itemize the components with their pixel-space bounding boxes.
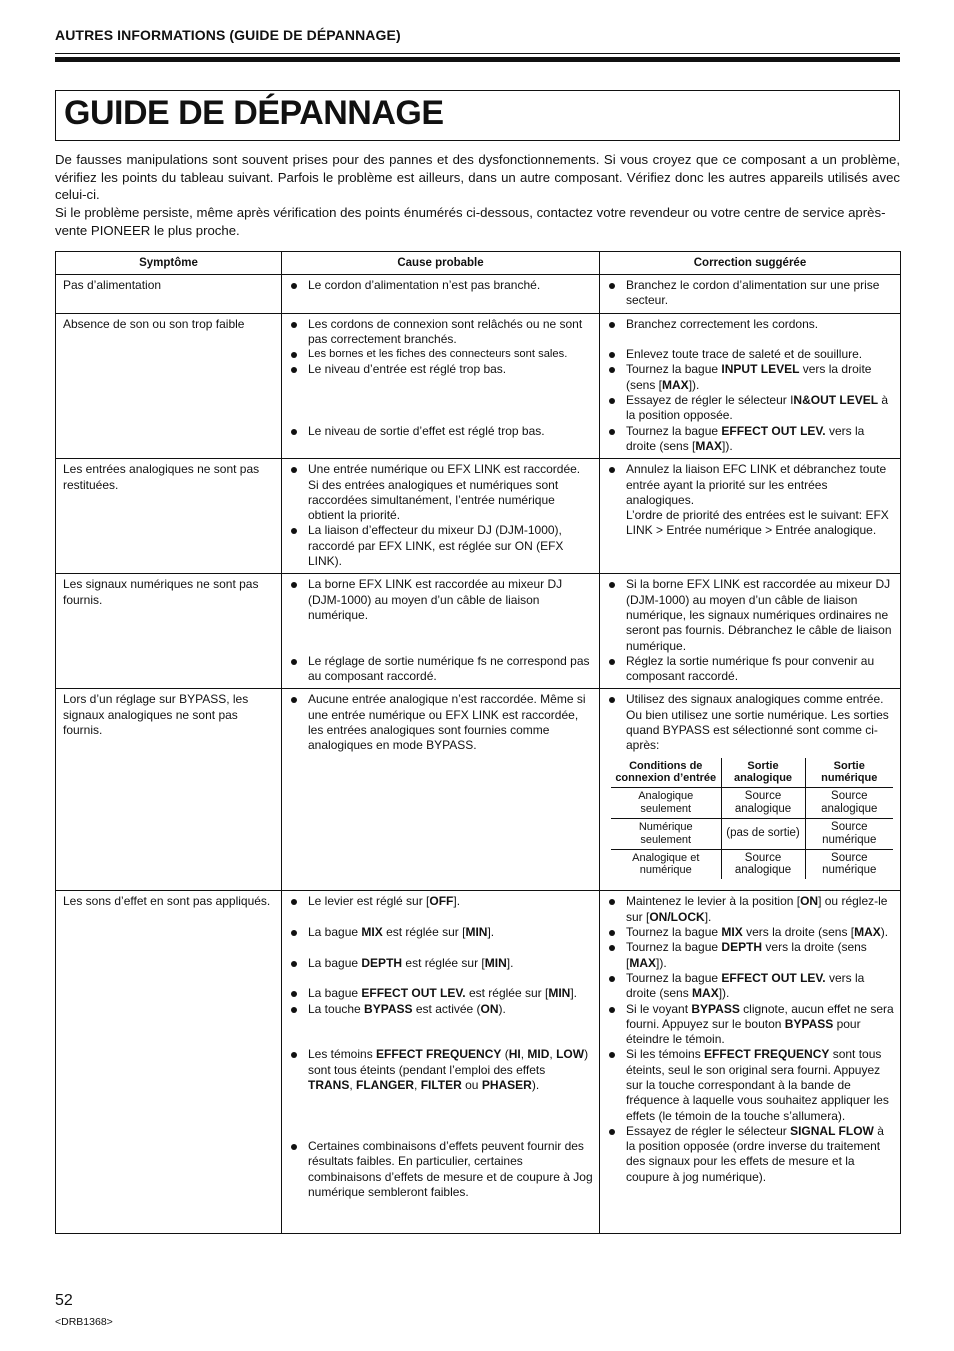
header-correction: Correction suggérée	[600, 252, 901, 275]
correction-item: Si le voyant BYPASS clignote, aucun effet ne sera fourni. Appuyez sur le bouton BYPASS pour éteindre le témoin.	[608, 1002, 894, 1048]
table-row	[56, 275, 901, 314]
cause-item: Certaines combinaisons d’effets peuvent fournir des résultats faibles. En particulier, certaines combinaisons d’effets de mesure et de coupure à Jog numérique sembleront faibles.	[290, 1139, 593, 1200]
symptom-cell: Les entrées analogiques ne sont pas restituées.	[56, 459, 282, 574]
header-rule-thin	[55, 53, 900, 54]
bypass-cell: Source analogique	[721, 787, 805, 818]
correction-item: Si la borne EFX LINK est raccordée au mixeur DJ (DJM-1000) au moyen d’un câble de liaison numérique, les signaux numériques ordinaires ne seront pas fournis. Débranchez le câble de liaison numérique.	[608, 577, 894, 653]
cause-item: Les témoins EFFECT FREQUENCY (HI, MID, LOW) sont tous éteints (pendant l’emploi des effets TRANS, FLANGER, FILTER ou PHASER).	[290, 1047, 593, 1093]
bypass-output-table	[611, 758, 893, 879]
cause-item: Le niveau d’entrée est réglé trop bas.	[290, 362, 593, 377]
correction-item: Branchez le cordon d’alimentation sur une prise secteur.	[608, 278, 894, 309]
correction-item: Tournez la bague EFFECT OUT LEV. vers la droite (sens MAX]).	[608, 971, 894, 1002]
correction-cell	[600, 891, 901, 1234]
intro-paragraph-1: De fausses manipulations sont souvent prises pour des pannes et des dysfonctionnements. Si vous croyez que ce composant a un problème, vérifiez les points du tableau suivant. Parfois le problème est ailleurs, dans un autre composant. Vérifiez donc les autres appareils utilisés avec celui-ci.	[55, 152, 900, 203]
section-header: AUTRES INFORMATIONS (GUIDE DE DÉPANNAGE)	[55, 27, 401, 43]
header-symptom: Symptôme	[56, 252, 282, 275]
table-row	[56, 313, 901, 459]
bypass-cell: Source analogique	[805, 787, 893, 818]
table-row	[56, 459, 901, 574]
table-row	[56, 891, 901, 1234]
correction-item: Annulez la liaison EFC LINK et débranchez toute entrée ayant la priorité sur les entrées analogiques.	[608, 462, 894, 508]
bypass-cell: (pas de sortie)	[721, 818, 805, 849]
cause-item: La bague DEPTH est réglée sur [MIN].	[290, 956, 593, 971]
correction-item: Tournez la bague EFFECT OUT LEV. vers la droite (sens [MAX]).	[608, 424, 894, 455]
table-header-row	[56, 252, 901, 275]
bypass-header-digital: Sortie numérique	[805, 758, 893, 788]
symptom-cell: Absence de son ou son trop faible	[56, 313, 282, 459]
cause-cell	[282, 459, 600, 574]
correction-item: Utilisez des signaux analogiques comme entrée. Ou bien utilisez une sortie numérique. Les sorties quand BYPASS est sélectionné sont comme ci-après:	[608, 692, 894, 753]
document-code: <DRB1368>	[55, 1316, 113, 1328]
cause-item: La touche BYPASS est activée (ON).	[290, 1002, 593, 1017]
correction-item: Essayez de régler le sélecteur IN&OUT LEVEL à la position opposée.	[608, 393, 894, 424]
correction-item: Tournez la bague INPUT LEVEL vers la droite (sens [MAX]).	[608, 362, 894, 393]
cause-item: Aucune entrée analogique n’est raccordée. Même si une entrée numérique ou EFX LINK est raccordée, les entrées analogiques sont fournies comme analogiques en mode BYPASS.	[290, 692, 593, 753]
correction-item: Si les témoins EFFECT FREQUENCY sont tous éteints, seul le son original sera fourni. Appuyez sur la touche correspondant à la bande de fréquence à laquelle vous souhaitez appliquer les effets (le témoin de la touche s’allumera).	[608, 1047, 894, 1123]
spacer	[290, 940, 593, 955]
cause-item: La liaison d’effecteur du mixeur DJ (DJM-1000), raccordé par EFX LINK, est réglée sur ON (EFX LINK).	[290, 523, 593, 569]
bypass-header-row	[611, 758, 893, 788]
cause-item: Le niveau de sortie d’effet est réglé trop bas.	[290, 424, 593, 439]
correction-cell	[600, 689, 901, 891]
cause-item: Les cordons de connexion sont relâchés ou ne sont pas correctement branchés.	[290, 317, 593, 348]
spacer	[290, 910, 593, 925]
intro-text	[55, 151, 900, 240]
troubleshooting-table	[55, 251, 901, 1234]
bypass-row	[611, 849, 893, 879]
table-row	[56, 689, 901, 891]
cause-cell	[282, 891, 600, 1234]
bypass-cell: Source numérique	[805, 849, 893, 879]
spacer	[608, 332, 894, 347]
bypass-header-analog: Sortie analogique	[721, 758, 805, 788]
bypass-cell: Source analogique	[721, 849, 805, 879]
spacer	[290, 378, 593, 424]
title-box	[55, 90, 900, 141]
bypass-header-conditions: Conditions de connexion d’entrée	[611, 758, 721, 788]
spacer	[290, 1017, 593, 1048]
correction-item: Maintenez le levier à la position [ON] ou réglez-le sur [ON/LOCK].	[608, 894, 894, 925]
bypass-row	[611, 818, 893, 849]
correction-cell	[600, 275, 901, 314]
correction-item: Enlevez toute trace de saleté et de souillure.	[608, 347, 894, 362]
correction-cell	[600, 313, 901, 459]
correction-item: Tournez la bague MIX vers la droite (sens [MAX).	[608, 925, 894, 940]
correction-item: Essayez de régler le sélecteur SIGNAL FLOW à la position opposée (ordre inverse du traitement des signaux pour les effets de mesure et la coupure à jog numérique).	[608, 1124, 894, 1185]
page-number: 52	[55, 1292, 73, 1309]
cause-item: Le levier est réglé sur [OFF].	[290, 894, 593, 909]
correction-item-continued: L’ordre de priorité des entrées est le suivant: EFX LINK > Entrée numérique > Entrée analogique.	[626, 508, 889, 538]
correction-cell	[600, 574, 901, 689]
symptom-cell: Les signaux numériques ne sont pas fournis.	[56, 574, 282, 689]
correction-item: Réglez la sortie numérique fs pour convenir au composant raccordé.	[608, 654, 894, 685]
cause-cell	[282, 689, 600, 891]
table-row	[56, 574, 901, 689]
cause-item: La bague EFFECT OUT LEV. est réglée sur [MIN].	[290, 986, 593, 1001]
cause-item: Les bornes et les fiches des connecteurs sont sales.	[290, 347, 593, 362]
cause-item: Le réglage de sortie numérique fs ne correspond pas au composant raccordé.	[290, 654, 593, 685]
symptom-cell: Lors d’un réglage sur BYPASS, les signaux analogiques ne sont pas fournis.	[56, 689, 282, 891]
cause-item: La borne EFX LINK est raccordée au mixeur DJ (DJM-1000) au moyen d’un câble de liaison numérique.	[290, 577, 593, 623]
cause-cell	[282, 574, 600, 689]
symptom-cell: Pas d’alimentation	[56, 275, 282, 314]
correction-item: Branchez correctement les cordons.	[608, 317, 894, 332]
spacer	[290, 623, 593, 654]
cause-item: Une entrée numérique ou EFX LINK est raccordée. Si des entrées analogiques et numériques sont raccordées simultanément, l’entrée numérique obtient la priorité.	[290, 462, 593, 523]
spacer	[290, 971, 593, 986]
correction-cell	[600, 459, 901, 574]
spacer	[290, 1093, 593, 1139]
cause-item: Le cordon d’alimentation n’est pas branché.	[290, 278, 593, 293]
bypass-cell: Analogique et numérique	[632, 851, 700, 877]
page-title: GUIDE DE DÉPANNAGE	[64, 94, 444, 132]
correction-item: Tournez la bague DEPTH vers la droite (sens [MAX]).	[608, 940, 894, 971]
intro-paragraph-2: Si le problème persiste, même après vérification des points énumérés ci-dessous, contactez votre revendeur ou votre centre de service après-vente PIONEER le plus proche.	[55, 205, 886, 238]
bypass-cell: Numérique seulement	[611, 818, 721, 849]
header-rule-thick	[55, 57, 900, 62]
symptom-cell: Les sons d’effet en sont pas appliqués.	[56, 891, 282, 1234]
header-cause: Cause probable	[282, 252, 600, 275]
cause-item: La bague MIX est réglée sur [MIN].	[290, 925, 593, 940]
bypass-cell: Analogique seulement	[611, 787, 721, 818]
cause-cell	[282, 275, 600, 314]
cause-cell	[282, 313, 600, 459]
bypass-cell: Source numérique	[805, 818, 893, 849]
bypass-row	[611, 787, 893, 818]
